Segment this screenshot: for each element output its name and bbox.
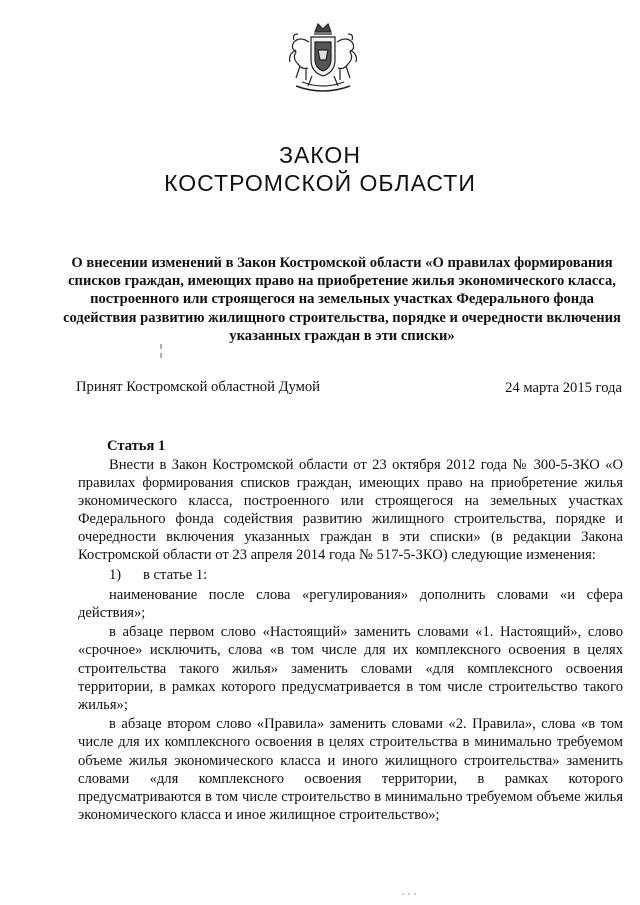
- amendment-paragraph: в абзаце первом слово «Настоящий» заменить словами «1. Настоящий», слово «срочное» исключить, слова «в том числе для их комплексного освоения в целях строительства такого жилья» заменить словами «для комплексного освоения территории, в рамках которого предусматривается в том числе строительство такого жилья»;: [78, 624, 623, 713]
- list-item: [78, 566, 623, 584]
- adoption-body: Принят Костромской областной Думой: [76, 379, 320, 395]
- kostroma-coat-of-arms-icon: [282, 20, 364, 104]
- list-item-text: в статье 1:: [143, 567, 208, 584]
- document-type-heading: ЗАКОН: [279, 142, 361, 168]
- scan-mark: [160, 344, 162, 358]
- law-title: О внесении изменений в Закон Костромской области «О правилах формирования списков граждан, имеющих право на приобретение жилья экономического класса, построенного или строящегося на земельных участках Федерального фонда содействия развитию жилищного строительства, порядке и очередности включения указанных граждан в эти списки»: [63, 255, 621, 344]
- region-heading: КОСТРОМСКОЙ ОБЛАСТИ: [164, 170, 476, 196]
- list-item-number: 1): [109, 567, 122, 584]
- amendment-paragraph: наименование после слова «регулирования» дополнить словами «и сфера действия»;: [78, 586, 623, 621]
- article-intro-paragraph: Внести в Закон Костромской области от 23 октября 2012 года № 300-5-ЗКО «О правилах формирования списков граждан, имеющих право на приобретение жилья экономического класса, построенного или строящегося на земельных участках Федерального фонда содействия развитию жилищного строительства, порядке и очередности включения указанных граждан в эти списки» (в редакции Закона Костромской области от 23 апреля 2014 года № 517-5-ЗКО) следующие изменения:: [78, 457, 623, 564]
- scan-dots: [400, 892, 420, 896]
- amendment-paragraph: в абзаце втором слово «Правила» заменить словами «2. Правила», слова «в том числе для их комплексного освоения в целях строительства в минимально требуемом объеме жилья экономического класса и иного жилищного строительства» заменить словами «для комплексного освоения территории, в рамках которого предусматриваются в том числе строительство в минимально требуемом объеме жилья экономического класса и иное жилищное строительство»;: [78, 716, 623, 823]
- adoption-date: 24 марта 2015 года: [505, 380, 622, 396]
- article-body: [78, 456, 623, 825]
- article-heading: Статья 1: [107, 438, 166, 454]
